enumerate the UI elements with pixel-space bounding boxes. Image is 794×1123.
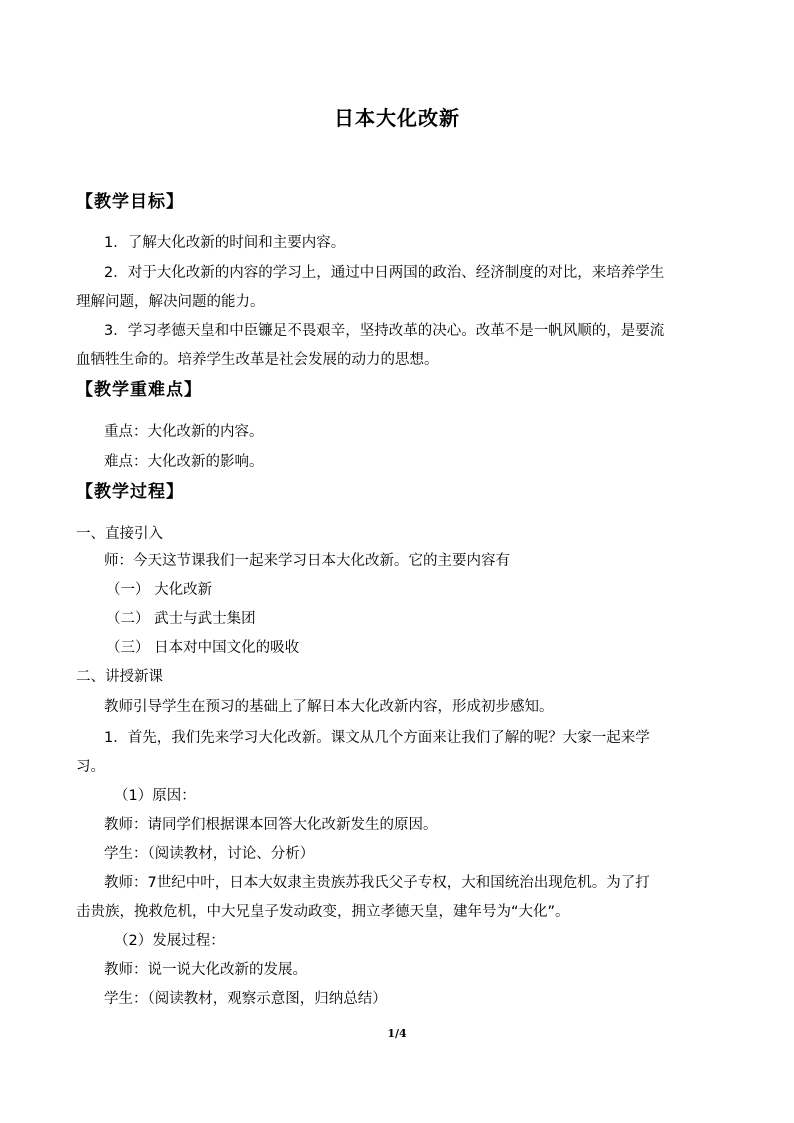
section-heading-keypoints: 【教学重难点】 <box>76 380 202 400</box>
development-label: （2）发展过程： <box>114 933 225 949</box>
step1-line-1: 1．首先，我们先来学习大化改新。课文从几个方面来让我们了解的呢？大家一起来学 <box>104 730 650 746</box>
development-teacher: 教师：说一说大化改新的发展。 <box>104 962 307 978</box>
section-heading-objectives: 【教学目标】 <box>76 192 184 212</box>
keypoint-difficulty: 难点：大化改新的影响。 <box>104 454 264 470</box>
objective-3-line-2: 血牺牲生命的。培养学生改革是社会发展的动力的思想。 <box>76 352 439 368</box>
part1-item: （三） 日本对中国文化的吸收 <box>106 640 300 656</box>
objective-1: 1．了解大化改新的时间和主要内容。 <box>104 235 346 251</box>
part1-title: 一、直接引入 <box>76 526 163 542</box>
step1-line-2: 习。 <box>76 759 105 775</box>
part2-title: 二、讲授新课 <box>76 669 163 685</box>
development-student: 学生：（阅读教材，观察示意图，归纳总结） <box>104 991 387 1007</box>
objective-2-line-2: 理解问题，解决问题的能力。 <box>76 294 265 310</box>
objective-2-line-1: 2．对于大化改新的内容的学习上，通过中日两国的政治、经济制度的对比，来培养学生 <box>104 265 665 281</box>
cause-student: 学生：（阅读教材，讨论、分析） <box>104 846 315 862</box>
keypoint-focus: 重点：大化改新的内容。 <box>104 424 264 440</box>
cause-answer-line-1: 教师：7世纪中叶，日本大奴隶主贵族苏我氏父子专权，大和国统治出现危机。为了打 <box>104 875 650 891</box>
part1-item: （二） 武士与武士集团 <box>106 611 256 627</box>
objective-3-line-1: 3．学习孝德天皇和中臣镰足不畏艰辛，坚持改革的决心。改革不是一帆风顺的，是要流 <box>104 323 665 339</box>
page-number: 1/4 <box>387 1027 407 1040</box>
part1-item: （一） 大化改新 <box>106 582 213 598</box>
document-title: 日本大化改新 <box>334 106 460 130</box>
cause-label: （1）原因： <box>114 788 196 804</box>
section-heading-process: 【教学过程】 <box>76 482 184 502</box>
cause-teacher: 教师：请同学们根据课本回答大化改新发生的原因。 <box>104 817 438 833</box>
part2-intro: 教师引导学生在预习的基础上了解日本大化改新内容，形成初步感知。 <box>104 699 554 715</box>
cause-answer-line-2: 击贵族，挽救危机，中大兄皇子发动政变，拥立孝德天皇，建年号为“大化”。 <box>76 904 570 920</box>
part1-text: 师：今天这节课我们一起来学习日本大化改新。它的主要内容有 <box>104 553 510 569</box>
